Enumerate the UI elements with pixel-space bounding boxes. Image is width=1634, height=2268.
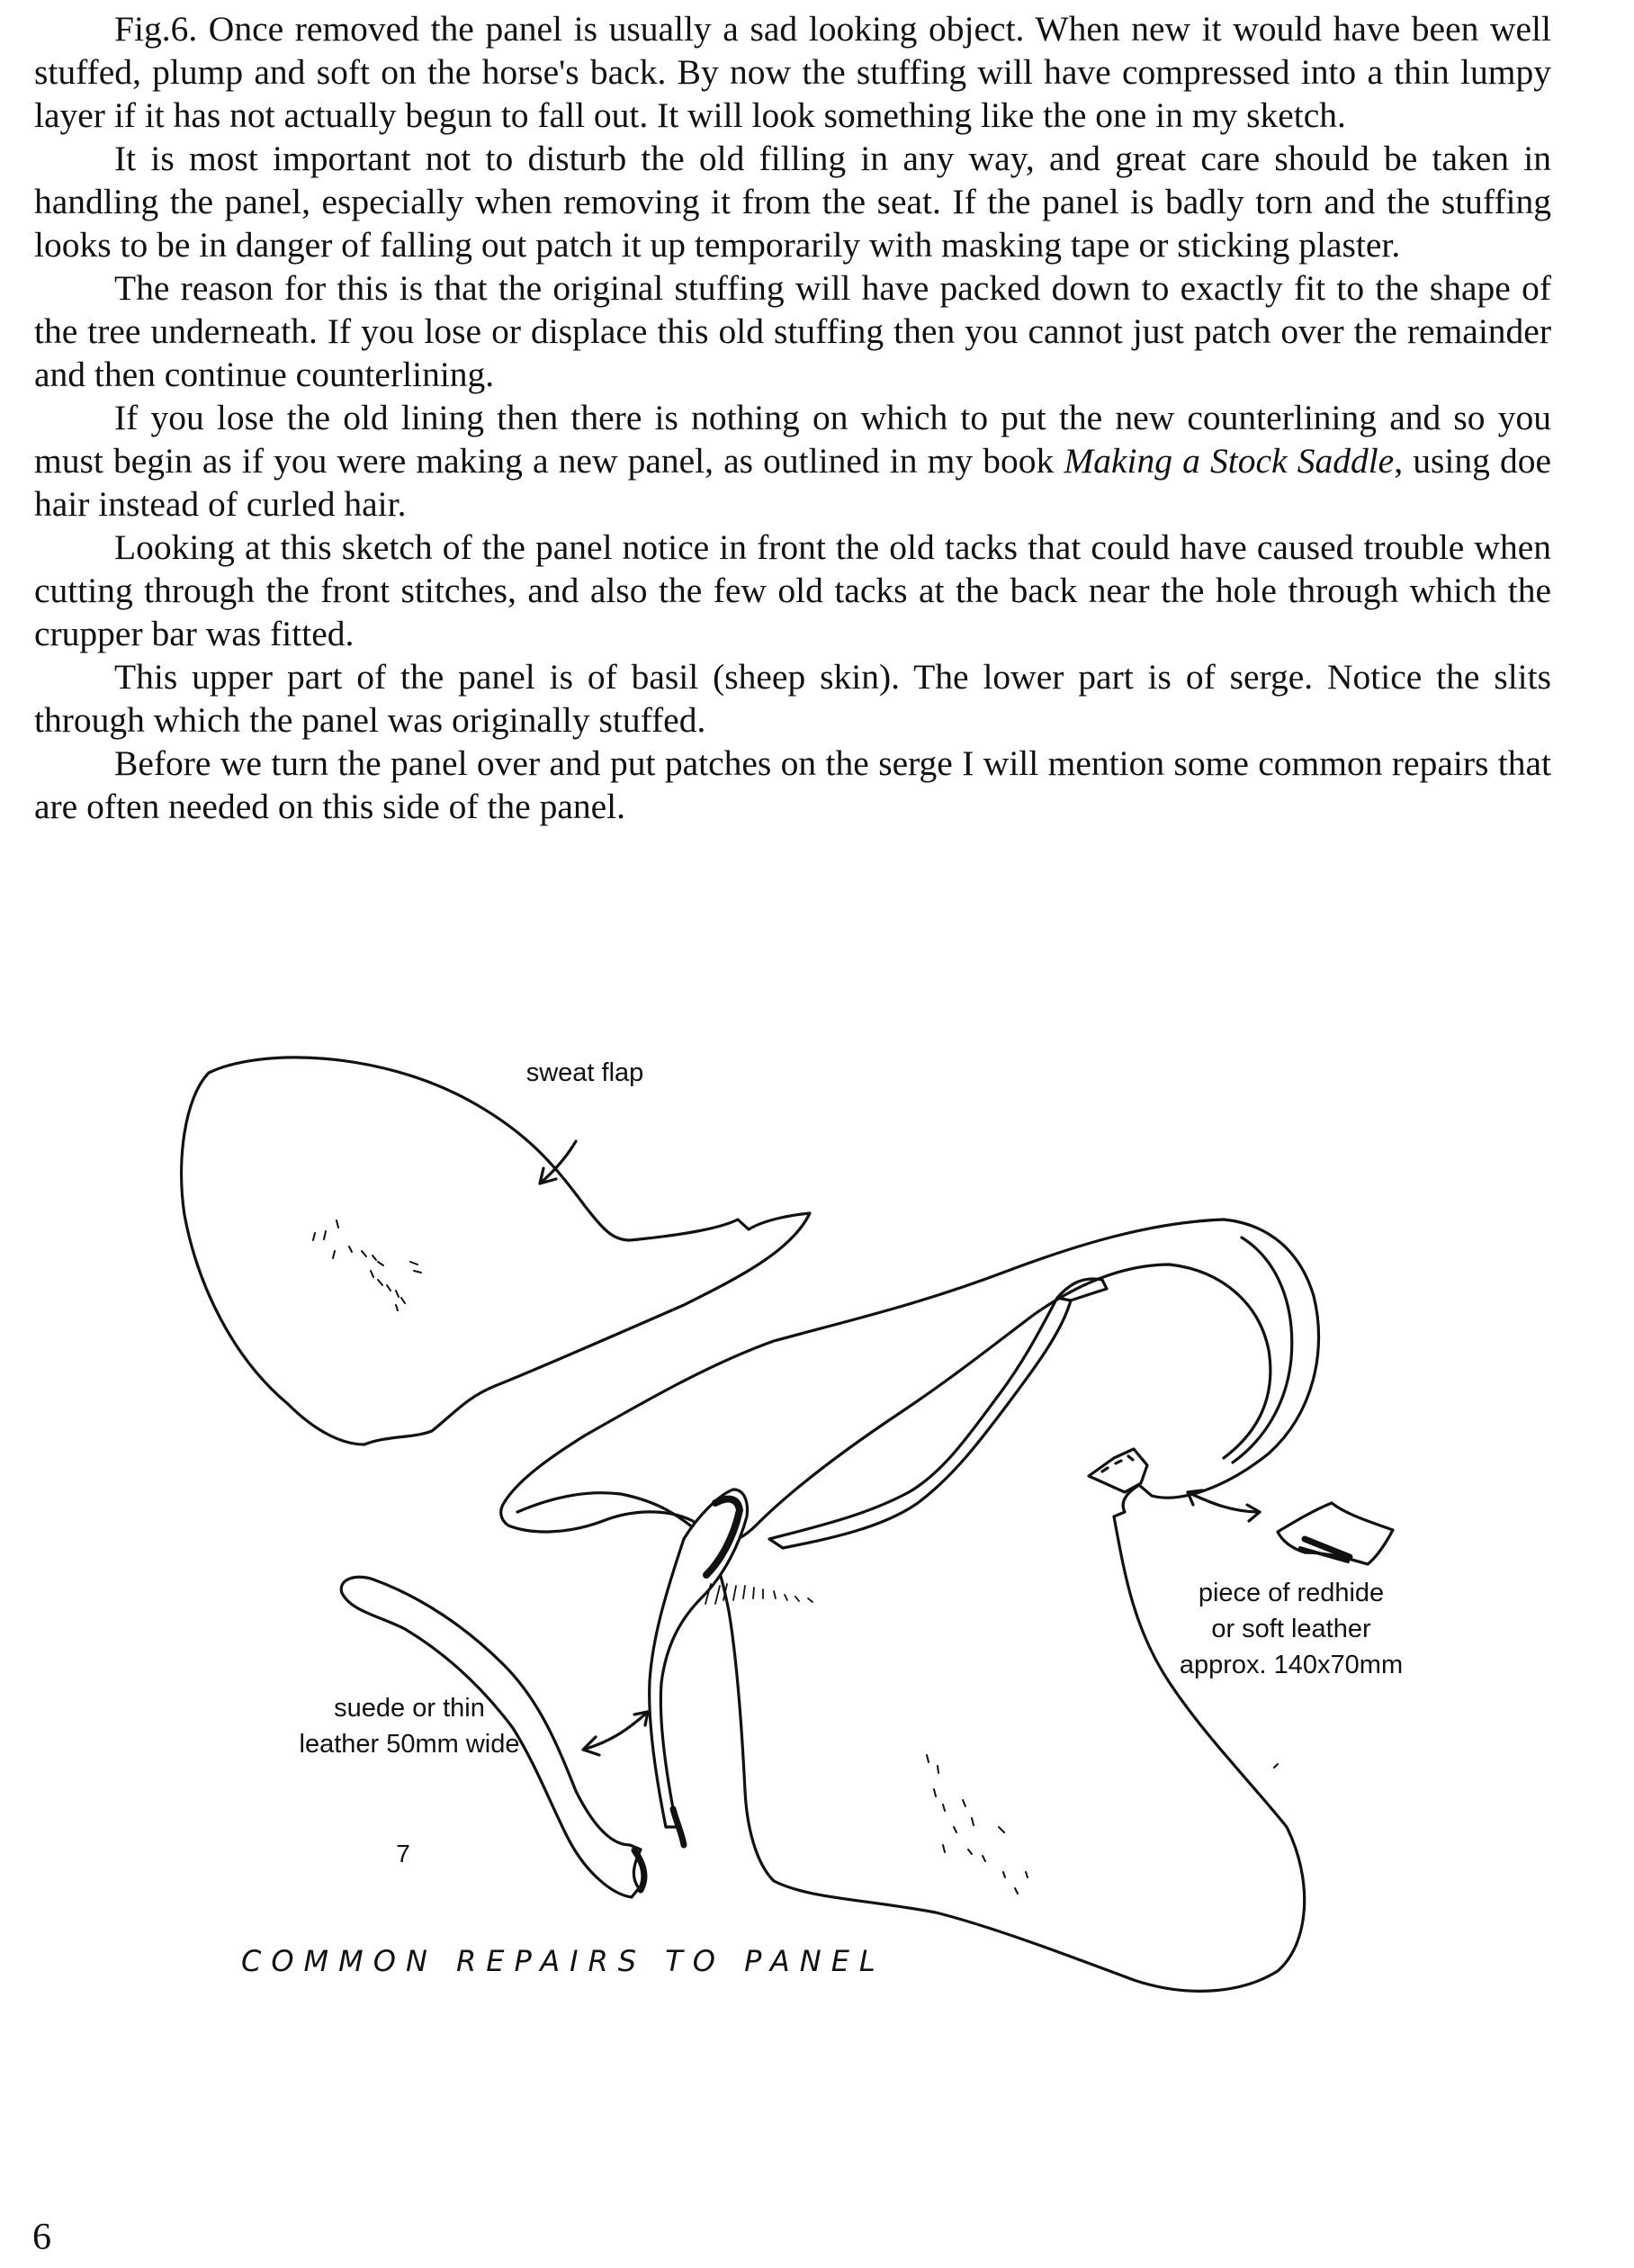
redhide-arrow — [1188, 1492, 1260, 1512]
suede-arrow — [583, 1712, 648, 1750]
page-number: 6 — [32, 2217, 51, 2258]
suede-label: suede or thin leather 50mm wide — [299, 1694, 520, 1759]
redhide-label: piece of redhide or soft leather approx. 140x70mm — [1179, 1579, 1404, 1679]
sketch-drawing — [0, 1035, 1634, 2025]
old-tacks-back — [927, 1755, 1278, 1894]
paragraph-4 — [34, 396, 1551, 526]
sweat-flap-outline — [182, 1058, 810, 1444]
paragraph-7: Before we turn the panel over and put patches on the serge I will mention some common repairs that are often needed on this side of the panel. — [34, 743, 1551, 826]
paragraph-1: Fig.6. Once removed the panel is usually a sad looking object. When new it would have been well stuffed, plump and soft on the horse's back. By now the stuffing will have compressed into a thin lumpy layer if it has not actually begun to fall out. It will look something like the one in my sketch. — [34, 9, 1551, 135]
paragraph-4-start: If you lose the old lining then there is nothing on which to put the new counterlining and so you must begin as if you were making a new panel, as outlined in my book — [34, 398, 1551, 481]
stuffing-hair-marks — [705, 1584, 813, 1604]
paragraph-2: It is most important not to disturb the old filling in any way, and great care should be taken in handling the panel, especially when removing it from the seat. If the panel is badly torn and the stuffing looks to be in danger of falling out patch it up temporarily with masking tape or sticking plaster. — [34, 139, 1551, 265]
old-tacks-front — [313, 1220, 421, 1310]
redhide-piece — [1278, 1503, 1393, 1564]
panel-repair-sketch — [0, 1035, 1634, 2025]
figure-caption: COMMON REPAIRS TO PANEL — [241, 1944, 885, 1978]
sweat-flap-arrow — [540, 1141, 576, 1184]
body-text — [34, 7, 1551, 828]
figure-number: 7 — [396, 1840, 410, 1868]
sweat-flap-label: sweat flap — [525, 1058, 644, 1087]
paragraph-5: Looking at this sketch of the panel notice in front the old tacks that could have caused trouble when cutting through the front stitches, and also the few old tacks at the back near the hole through which the crupper bar was fitted. — [34, 527, 1551, 653]
paragraph-4-end: , using doe hair instead of curled hair. — [34, 441, 1551, 524]
book-title: Making a Stock Saddle — [1064, 441, 1395, 481]
crupper-patch — [1089, 1449, 1147, 1492]
paragraph-3: The reason for this is that the original stuffing will have packed down to exactly fit to the shape of the tree underneath. If you lose or displace this old stuffing then you cannot just patch over the remainder and then continue counterlining. — [34, 268, 1551, 394]
gullet-channel — [769, 1298, 1071, 1548]
paragraph-6: This upper part of the panel is of basil (sheep skin). The lower part is of serge. Notice the slits through which the panel was originally stuffed. — [34, 657, 1551, 740]
